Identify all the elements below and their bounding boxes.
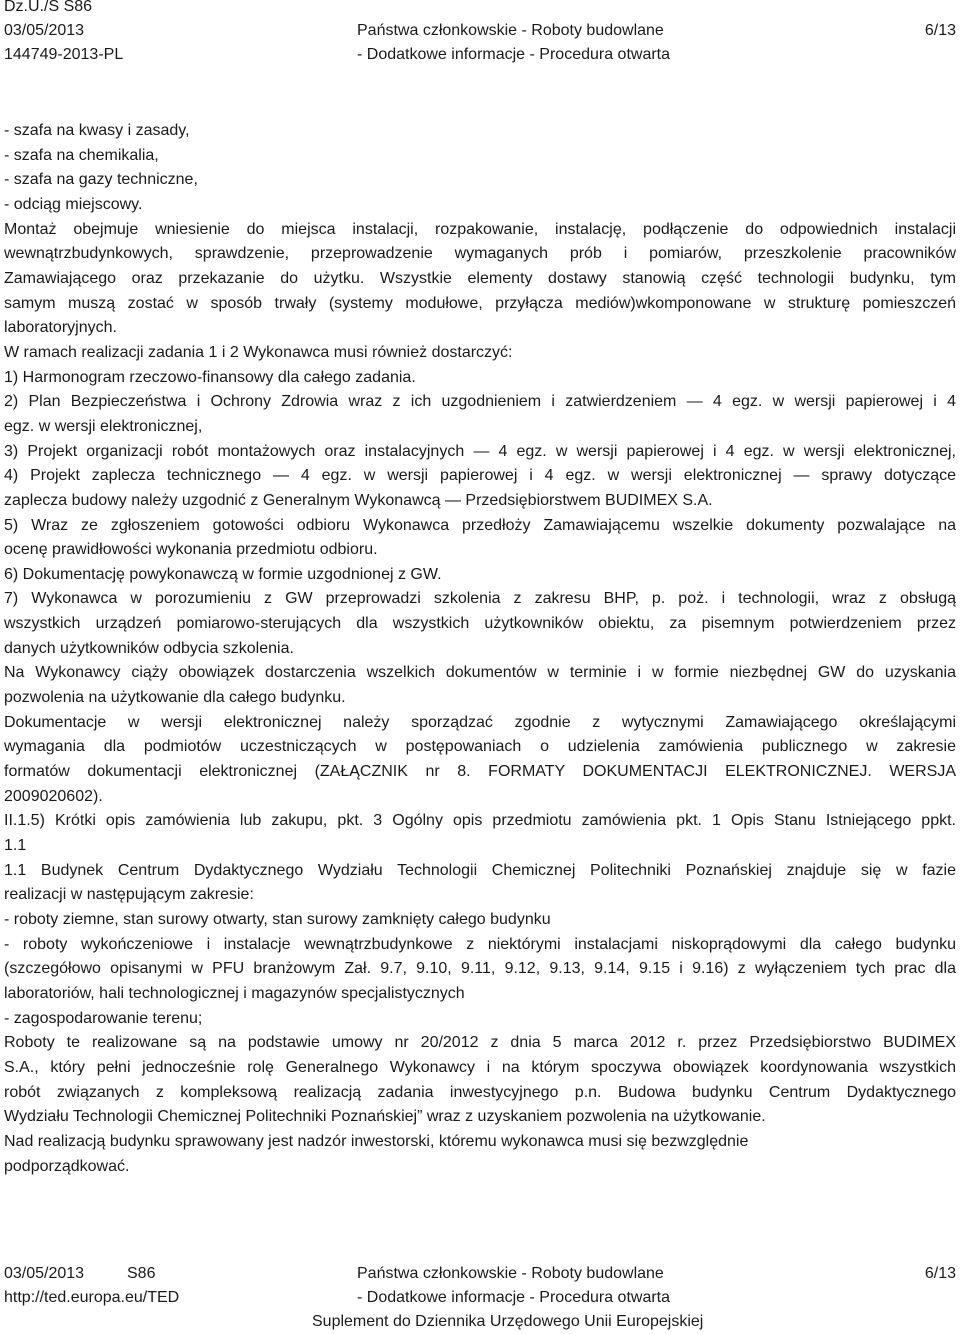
body-line: 1) Harmonogram rzeczowo-finansowy dla całego zadania. — [4, 368, 416, 386]
body-line: 5) Wraz ze zgłoszeniem gotowości odbioru Wykonawca przedłoży Zamawiającemu wszelkie dokumenty pozwalające na — [4, 516, 956, 534]
body-line: formatów dokumentacji elektronicznej (ZAŁĄCZNIK nr 8. FORMATY DOKUMENTACJI ELEKTRONICZNEJ. WERSJA — [4, 763, 956, 781]
body-line: - odciąg miejscowy. — [4, 195, 143, 213]
body-line: 6) Dokumentację powykonawczą w formie uzgodnionej z GW. — [4, 565, 442, 583]
journal-reference: Dz.U./S S86 — [4, 0, 93, 15]
body-line: II.1.5) Krótki opis zamówienia lub zakupu, pkt. 3 Ogólny opis przedmiotu zamówienia pkt. 1 Opis Stanu Istniejącego ppkt. — [4, 812, 956, 830]
footer-page-number: 6/13 — [924, 1265, 956, 1282]
header-line-3 — [0, 43, 960, 67]
header-page-number: 6/13 — [924, 22, 956, 39]
body-line: wszystkich urządzeń pomiarowo-sterujących dla wszystkich użytkowników obiektu, za pisemnym potwierdzeniem przez — [4, 615, 956, 633]
footer-supplement: Suplement do Dziennika Urzędowego Unii Europejskiej — [312, 1313, 704, 1330]
body-line: - roboty ziemne, stan surowy otwarty, stan surowy zamknięty całego budynku — [4, 911, 551, 928]
header-date: 03/05/2013 — [4, 22, 85, 39]
body-line: wewnątrzbudynkowych, sprawdzenie, przeprowadzenie wymaganych prób i pomiarów, przeszkolenie pracowników — [4, 245, 956, 263]
footer-line-3 — [0, 1310, 960, 1334]
body-line: - szafa na chemikalia, — [4, 146, 159, 164]
header-notice-type: - Dodatkowe informacje - Procedura otwarta — [357, 46, 671, 63]
body-line: robót związanych z kompleksową realizacją zadania inwestycyjnego p.n. Budowa budynku Centrum Dydaktycznego — [4, 1083, 956, 1101]
body-line: 3) Projekt organizacji robót montażowych oraz instalacyjnych — 4 egz. w wersji papierowej i 4 egz. w wersji elektronicznej, — [4, 442, 956, 460]
body-line: 7) Wykonawca w porozumieniu z GW przeprowadzi szkolenia z zakresu BHP, p. poż. i technologii, wraz z obsługą — [4, 590, 956, 608]
footer-line-2 — [0, 1286, 960, 1310]
body-line: - szafa na kwasy i zasady, — [4, 122, 190, 139]
body-line: pozwolenia na użytkowanie dla całego budynku. — [4, 689, 346, 707]
footer-date: 03/05/2013 — [4, 1265, 85, 1282]
body-line: 2009020602). — [4, 787, 103, 805]
body-line: (szczegółowo opisanymi w PFU branżowym Zał. 9.7, 9.10, 9.11, 9.12, 9.13, 9.14, 9.15 i 9.16) z wyłączeniem tych prac dla — [4, 960, 956, 978]
body-line: - zagospodarowanie terenu; — [4, 1009, 203, 1027]
ted-link[interactable]: http://ted.europa.eu/TED — [4, 1289, 180, 1306]
document-body — [4, 119, 956, 1179]
body-line: Dokumentacje w wersji elektronicznej należy sporządzać zgodnie z wytycznymi Zamawiającego określającymi — [4, 713, 956, 731]
body-line: W ramach realizacji zadania 1 i 2 Wykonawca musi również dostarczyć: — [4, 343, 513, 361]
body-line: - roboty wykończeniowe i instalacje wewnątrzbudynkowe z niektórymi instalacjami niskoprądowymi dla całego budynku — [4, 935, 956, 953]
body-line: podporządkować. — [4, 1157, 130, 1175]
body-line: samym muszą zostać w sposób trwały (systemy modułowe, przyłącza mediów)wkomponowane w strukturę pomieszczeń — [4, 294, 956, 312]
body-line: Nad realizacją budynku sprawowany jest nadzór inwestorski, któremu wykonawca musi się bezwzględnie — [4, 1132, 749, 1150]
body-line: 2) Plan Bezpieczeństwa i Ochrony Zdrowia wraz z ich uzgodnieniem i zatwierdzeniem — 4 egz. w wersji papierowej i 4 — [4, 393, 956, 411]
body-line: Zamawiającego oraz przekazanie do użytku. Wszystkie elementy dostawy stanowią część technologii budynku, tym — [4, 269, 956, 287]
body-line: 4) Projekt zaplecza technicznego — 4 egz. w wersji papierowej i 4 egz. w wersji elektronicznej — sprawy dotyczące — [4, 467, 956, 485]
footer-category: Państwa członkowskie - Roboty budowlane — [357, 1265, 664, 1282]
body-line: 1.1 Budynek Centrum Dydaktycznego Wydziału Technologii Chemicznej Politechniki Poznańskiej znajduje się w fazie — [4, 861, 956, 879]
body-line: ocenę prawidłowości wykonania przedmiotu odbioru. — [4, 541, 378, 559]
body-line: Wydziału Technologii Chemicznej Politechniki Poznańskiej” wraz z uzyskaniem pozwolenia na użytkowanie. — [4, 1108, 766, 1126]
body-line: - szafa na gazy techniczne, — [4, 171, 198, 189]
body-line: egz. w wersji elektronicznej, — [4, 417, 203, 435]
body-line: wymagania dla podmiotów uczestniczących w postępowaniach o udzielenia zamówienia publicznego w zakresie — [4, 738, 956, 756]
footer-issue: S86 — [127, 1265, 156, 1282]
body-line: zaplecza budowy należy uzgodnić z Generalnym Wykonawcą — Przedsiębiorstwem BUDIMEX S.A. — [4, 491, 713, 509]
body-line: laboratoriów, hali technologicznej i magazynów specjalistycznych — [4, 984, 465, 1002]
body-line: S.A., który pełni jednocześnie rolę Generalnego Wykonawcy i na którym spoczywa obowiązek koordynowania wszystkich — [4, 1058, 956, 1076]
body-line: 1.1 — [4, 837, 27, 855]
header-category: Państwa członkowskie - Roboty budowlane — [357, 22, 664, 39]
body-line: Na Wykonawcy ciąży obowiązek dostarczenia wszelkich dokumentów w terminie i w formie niezbędnej GW do uzyskania — [4, 664, 956, 682]
body-line: Montaż obejmuje wniesienie do miejsca instalacji, rozpakowanie, instalację, podłączenie do odpowiednich instalacji — [4, 220, 956, 238]
notice-id: 144749-2013-PL — [4, 46, 124, 63]
body-line: laboratoryjnych. — [4, 319, 117, 337]
body-line: Roboty te realizowane są na podstawie umowy nr 20/2012 z dnia 5 marca 2012 r. przez Przedsiębiorstwo BUDIMEX — [4, 1034, 956, 1052]
header-line-1 — [0, 0, 960, 19]
footer-notice-type: - Dodatkowe informacje - Procedura otwarta — [357, 1289, 671, 1306]
header-line-2 — [0, 19, 960, 43]
footer-line-1 — [0, 1262, 960, 1286]
body-line: realizacji w następującym zakresie: — [4, 886, 254, 904]
body-line: danych użytkowników odbycia szkolenia. — [4, 639, 294, 657]
